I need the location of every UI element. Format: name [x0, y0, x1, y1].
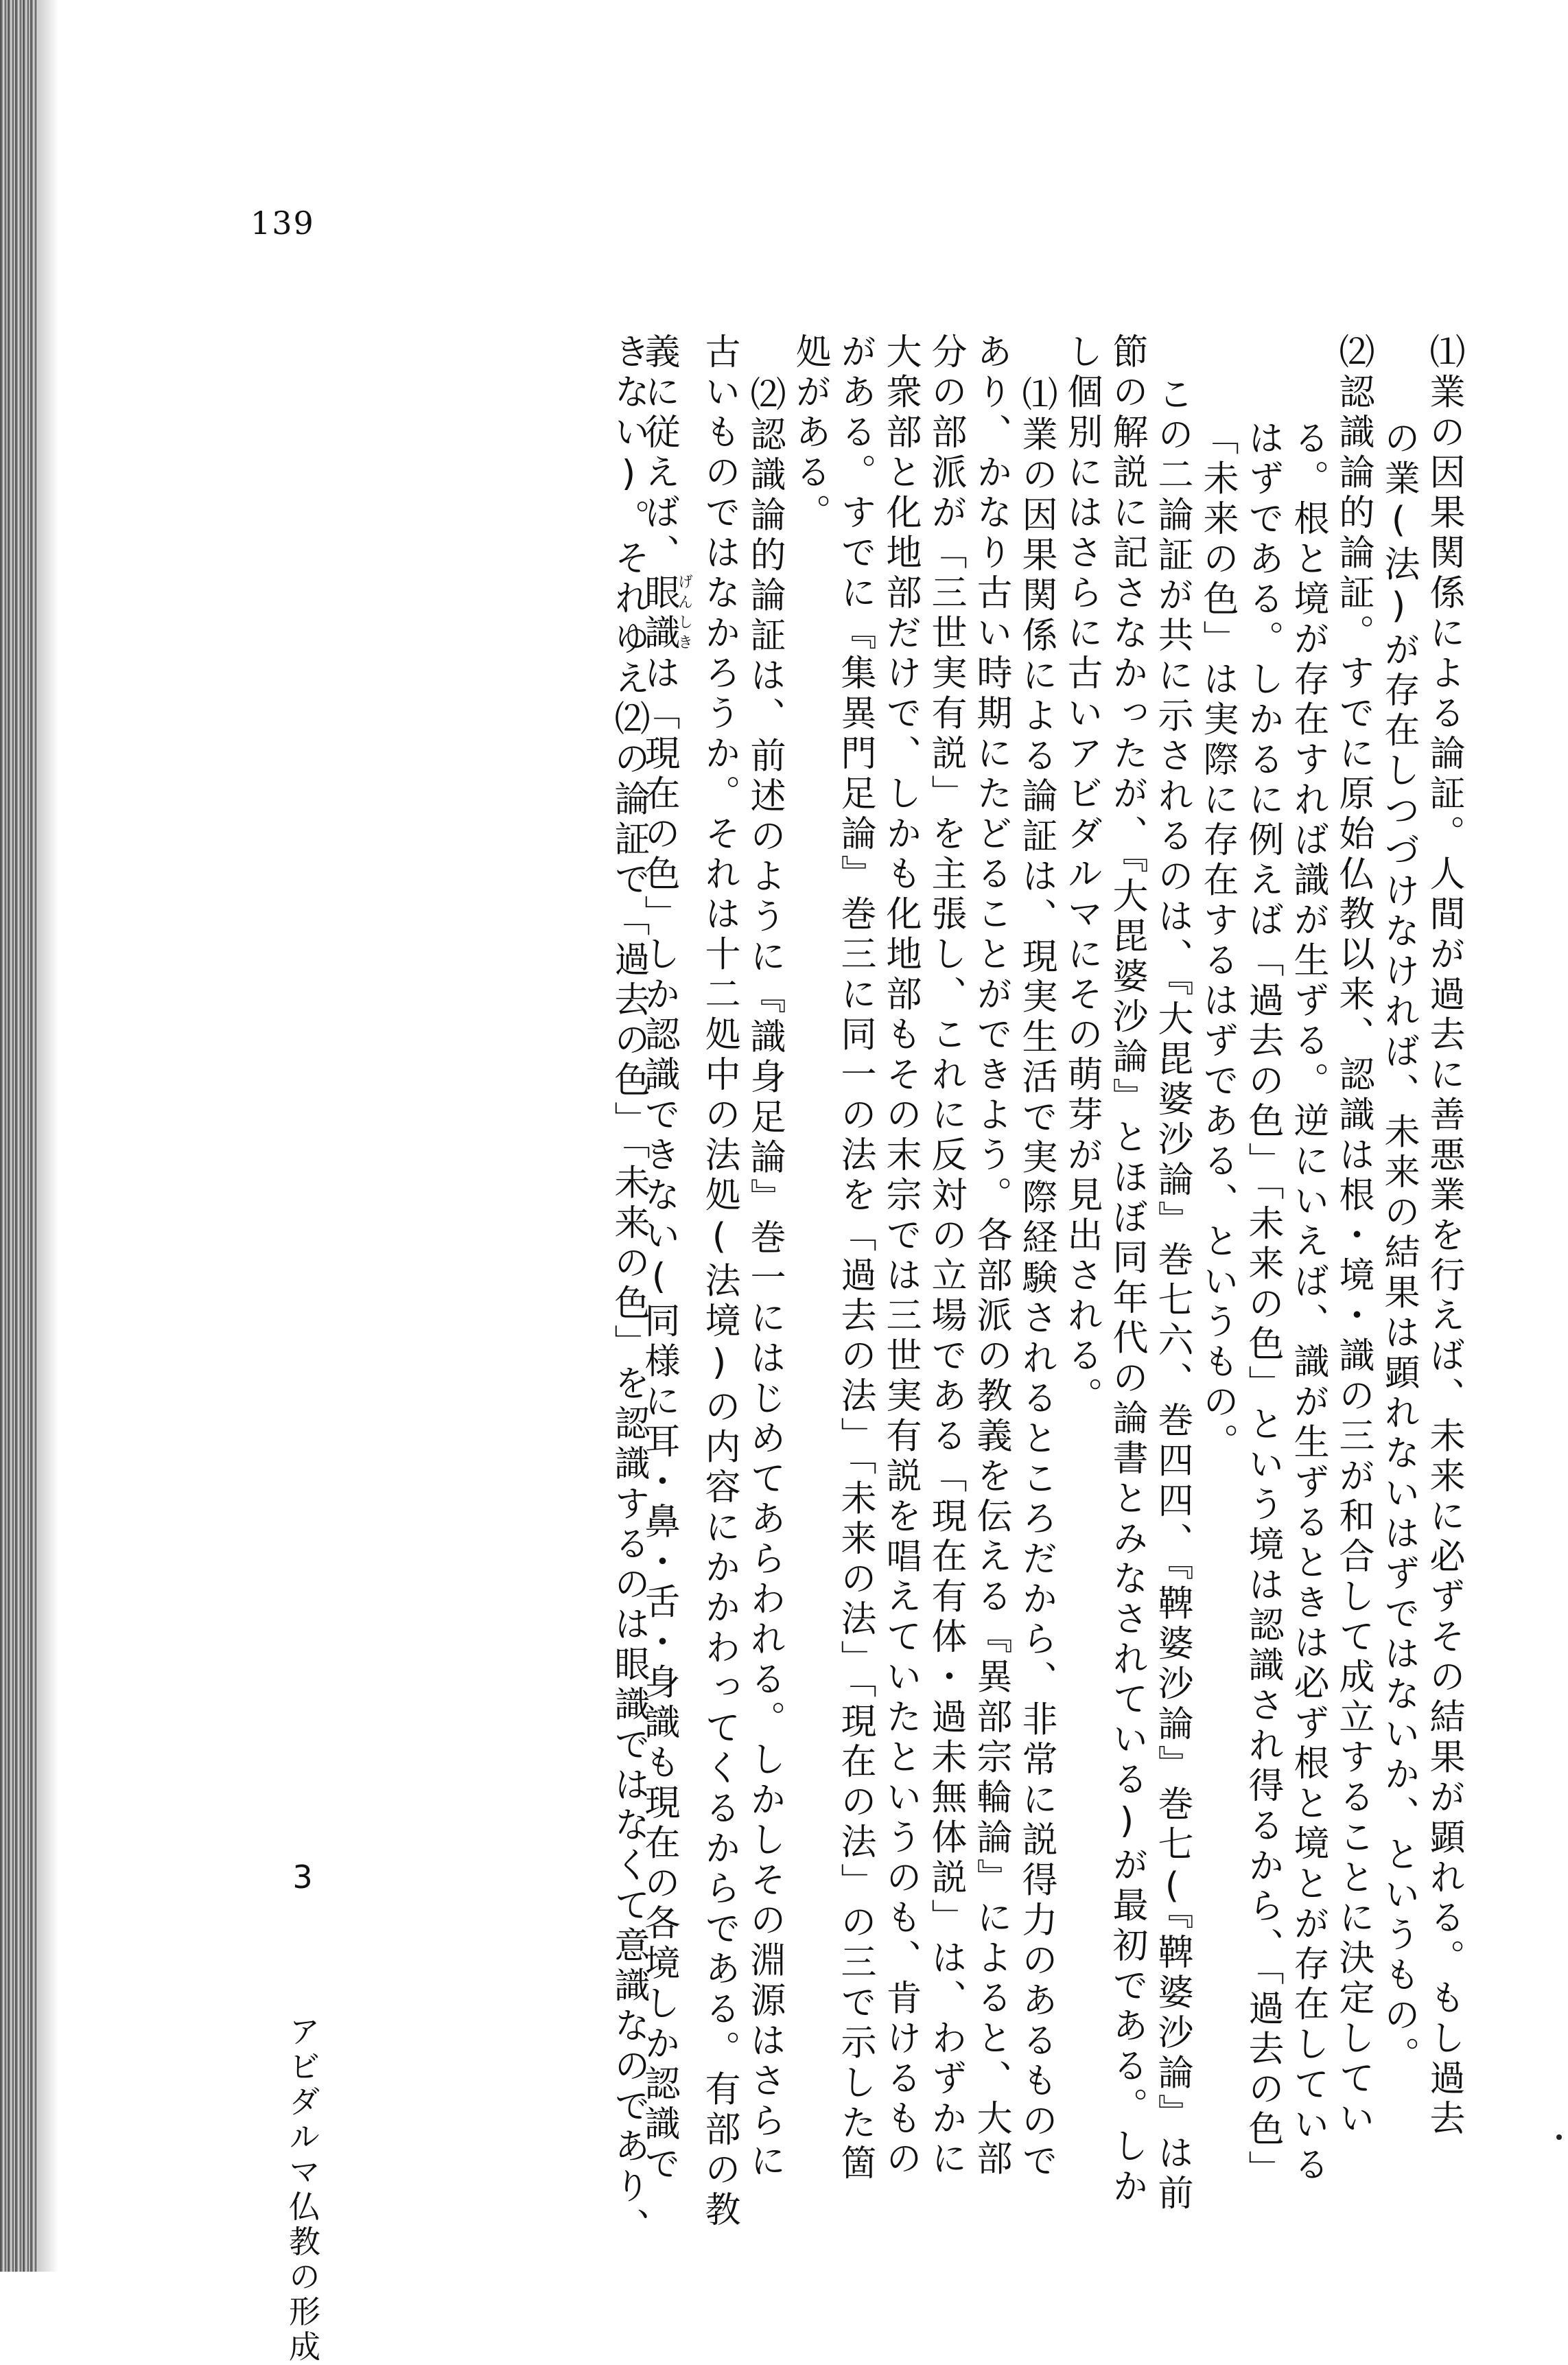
text-line: ⑴業の因果関係による論証は、現実生活で実際経験されるところだから、非常に説得力のあるもので: [1016, 375, 1057, 2182]
running-head-title: アビダルマ仏教の形成: [284, 2015, 321, 2365]
text-line: ⑵認識論的論証。すでに原始仏教以来、認識は根・境・識の三が和合して成立することに決定してい: [1333, 333, 1374, 2140]
text-line: 分の部派が「三世実有説」を主張し、これに反対の立場である「現在有体・過未無体説」は、わずかに: [925, 333, 966, 2180]
text-line: はずである。しかるに例えば「過去の色」「未来の色」という境は認識され得るから、「過去の色」: [1242, 419, 1283, 2191]
text-line: の業(法)が存在しつづけなければ、未来の結果は顕れないはずではないか、というもの。: [1378, 419, 1419, 2077]
text-line: 節の解説に記さなかったが、『大毘婆沙論』とほぼ同年代の論書とみなされている)が最初である。しか: [1106, 333, 1147, 2208]
text-line: る。根と境が存在すれば識が生ずる。逆にいえば、識が生ずるときは必ず根と境とが存在している: [1287, 419, 1329, 2186]
ruby-annotation: 眼識げんしき: [638, 574, 693, 654]
text-line: 大衆部と化地部だけで、しかも化地部もその末宗では三世実有説を唱えていたというのも、肯けるもの: [880, 333, 921, 2180]
text-line: あり、かなり古い時期にたどることができよう。各部派の教義を伝える『異部宗輪論』によると、大部: [970, 333, 1011, 2180]
scan-speck: [1556, 2134, 1562, 2140]
text-line: がある。すでに『集異門足論』巻三に同一の法を「過去の法」「未来の法」「現在の法」の三で示した箇: [834, 333, 876, 2185]
text-line: ⑴業の因果関係による論証。人間が過去に善悪業を行えば、未来に必ずその結果が顕れる。もし過去: [1423, 333, 1464, 2140]
book-binding-gradient: [38, 0, 58, 2272]
text-line: この二論証が共に示されるのは、『大毘婆沙論』巻七六、巻四四、『鞞婆沙論』巻七(『鞞婆沙論』は前: [1151, 375, 1193, 2215]
text-line: 古いものではなかろうか。それは十二処中の法処(法境)の内容にかかわってくるからである。有部の教: [699, 333, 740, 2231]
running-head-spacer: [284, 1939, 321, 1974]
text-line: 処がある。: [789, 333, 830, 534]
running-head-chapter-number: 3: [284, 1859, 321, 1899]
running-head: [280, 1859, 325, 2365]
text-line: 「未来の色」は実際に存在するはずである、というもの。: [1197, 419, 1238, 1463]
text-line: し個別にはさらに古いアビダルマにその萌芽が見出される。: [1061, 333, 1102, 1417]
ruby-reading: げんしき: [675, 574, 693, 654]
text-line: ⑵認識論的論証は、前述のように『識身足論』巻一にはじめてあらわれる。しかしその淵源はさらに: [744, 375, 785, 2182]
book-binding-shadow: [0, 0, 38, 2272]
text-line: 義に従えば、眼識げんしきは「現在の色」しか認識できない(同様に耳・鼻・舌・身識も現在の各境しか認識で: [638, 333, 693, 2185]
page-number: 139: [250, 205, 315, 242]
text-line: きない)。それゆえ⑵の論証で「過去の色」「未来の色」を認識するのは眼識ではなくて意識なのであり、: [608, 333, 649, 2248]
